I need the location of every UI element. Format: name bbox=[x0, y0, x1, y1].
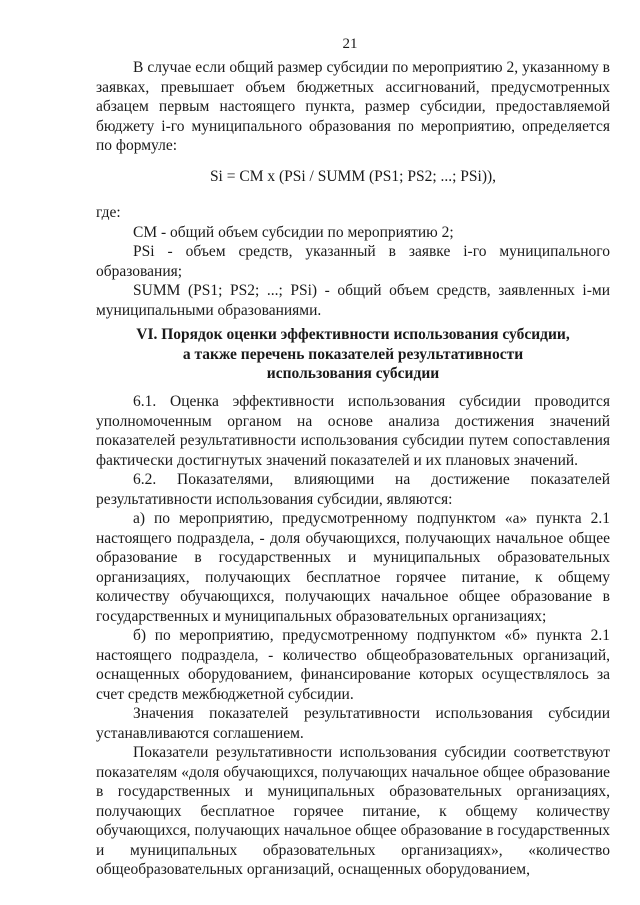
intro-paragraph: В случае если общий размер субсидии по мероприятию 2, указанному в заявках, превышает объем бюджетных ассигнований, предусмотренных абзацем первым настоящего пункта, размер субсидии, предоставляемой бюджету i-го муниципального образования по мероприятию, определяется по формуле: bbox=[96, 59, 610, 154]
where-label: где: bbox=[96, 204, 121, 221]
heading-line: а также перечень показателей результативности bbox=[182, 345, 524, 363]
paragraph-item-a: а) по мероприятию, предусмотренному подпунктом «а» пункта 2.1 настоящего подраздела, - доля обучающихся, получающих начальное общее образование в государственных и муниципальных образовательных организациях, получающих бесплатное горячее питание, к общему количеству обучающихся, получающих начальное общее образование в государственных и муниципальных образовательных организациях; bbox=[96, 510, 610, 625]
paragraph-6-1: 6.1. Оценка эффективности использования субсидии проводится уполномоченным органом на основе анализа достижения значений показателей результативности использования субсидии путем сопоставления фактически достигнутых значений показателей и их плановых значений. bbox=[96, 393, 610, 469]
definition-summ: SUMM (PS1; PS2; ...; PSi) - общий объем средств, заявленных i-ми муниципальными образованиями. bbox=[96, 282, 610, 319]
paragraph-values: Значения показателей результативности использования субсидии устанавливаются соглашением. bbox=[96, 705, 610, 742]
definition-cm: СМ - общий объем субсидии по мероприятию 2; bbox=[133, 223, 454, 241]
formula: Si = СМ х (PSi / SUMM (PS1; PS2; ...; PSi)), bbox=[209, 168, 497, 185]
paragraph-item-b: б) по мероприятию, предусмотренному подпунктом «б» пункта 2.1 настоящего подраздела, - количество общеобразовательных организаций, оснащенных оборудованием, финансирование которых осуществлялось за счет средств межбюджетной субсидии. bbox=[96, 627, 610, 703]
heading-line: VI. Порядок оценки эффективности использования субсидии, bbox=[136, 326, 570, 343]
page-number: 21 bbox=[342, 36, 358, 52]
section-heading bbox=[96, 325, 610, 384]
section-body bbox=[96, 392, 610, 880]
heading-line: использования субсидии bbox=[266, 365, 440, 382]
paragraph-indicators: Показатели результативности использования субсидии соответствуют показателям «доля обучающихся, получающих начальное общее образование в государственных и муниципальных образовательных организациях, получающих бесплатное горячее питание, к общему количеству обучающихся, получающих начальное общее образование в государственных и муниципальных образовательных организациях», «количество общеобразовательных организаций, оснащенных оборудованием, bbox=[96, 744, 610, 878]
paragraph-6-2: 6.2. Показателями, влияющими на достижение показателей результативности использования субсидии, являются: bbox=[96, 471, 610, 508]
definition-psi: PSi - объем средств, указанный в заявке i-го муниципального образования; bbox=[96, 243, 610, 280]
definitions-block bbox=[96, 203, 610, 320]
intro-block bbox=[96, 58, 610, 156]
